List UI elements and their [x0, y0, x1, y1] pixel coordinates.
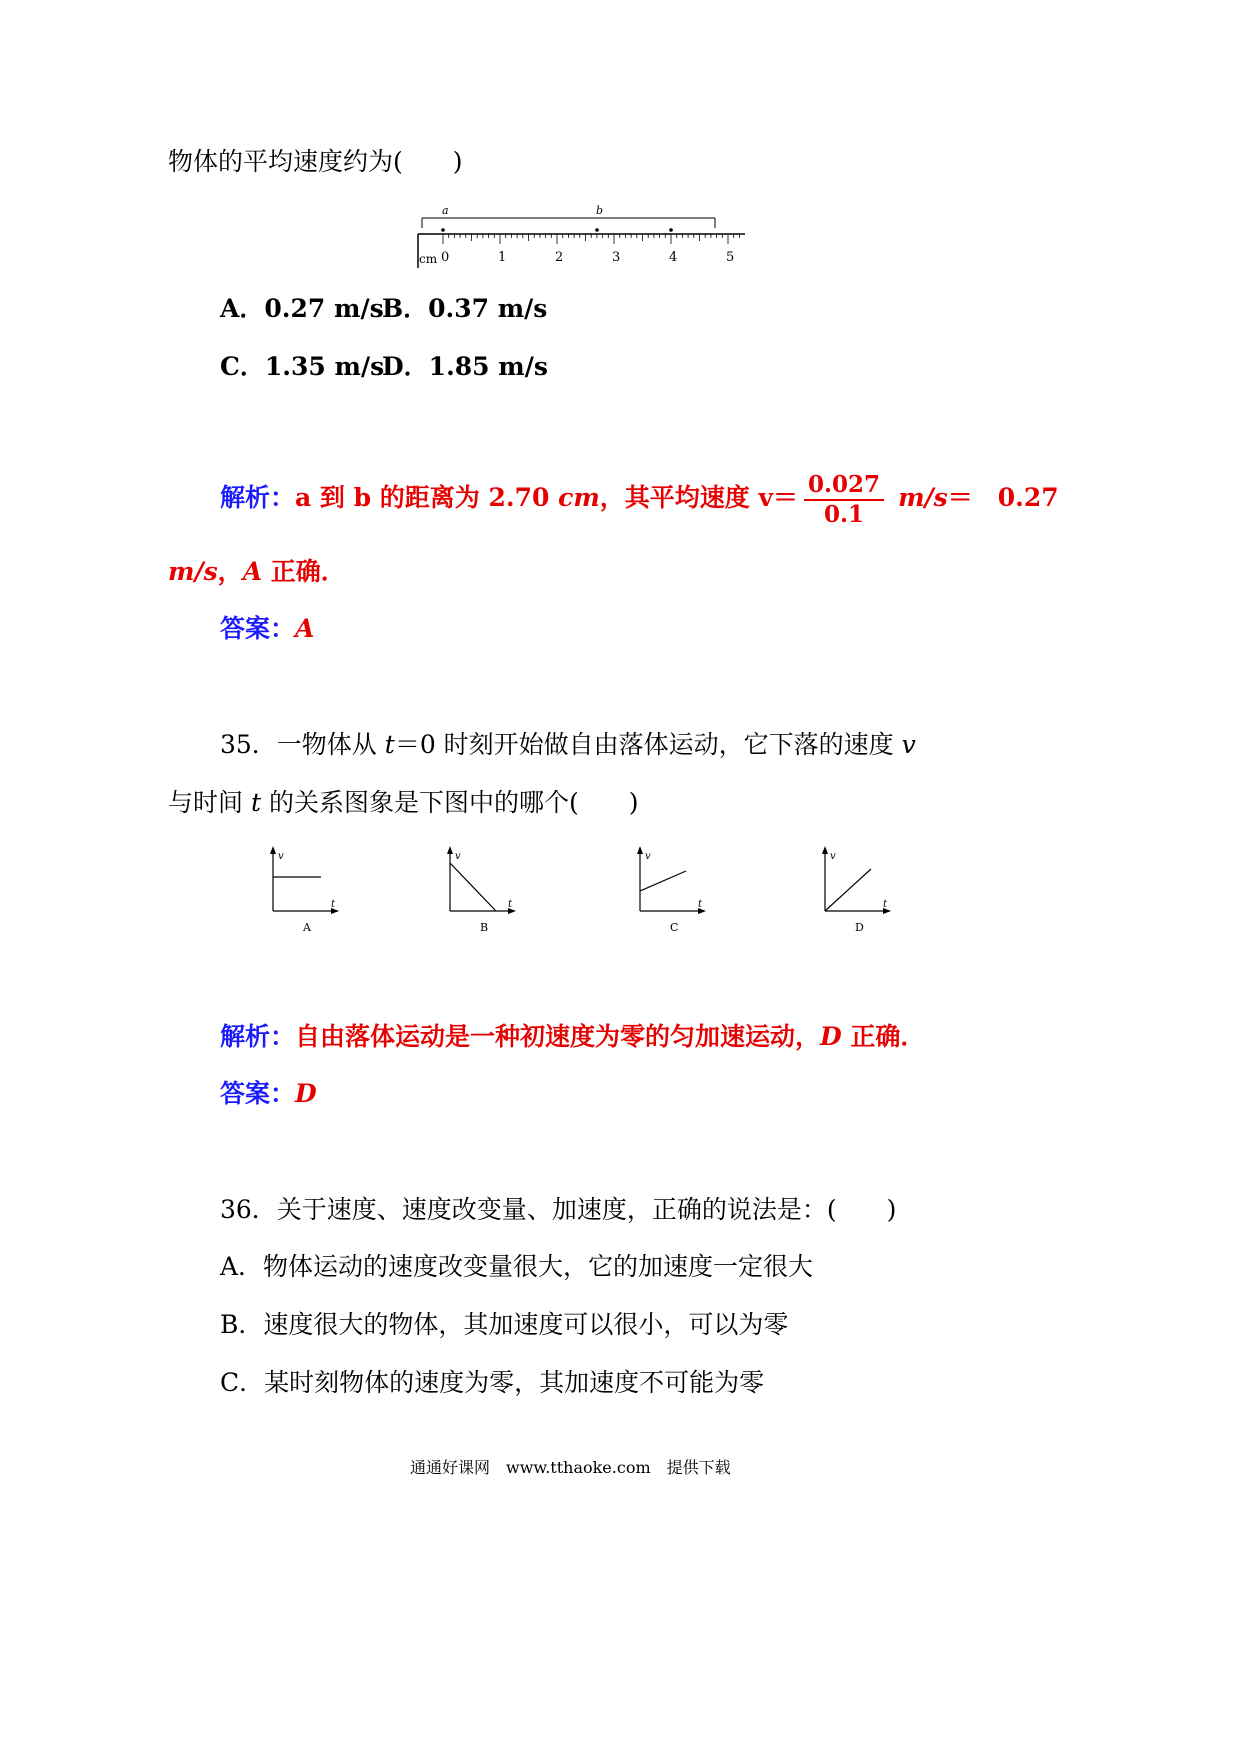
q35-stem-line1: 35．一物体从 t＝0 时刻开始做自由落体运动，它下落的速度 v: [220, 730, 916, 759]
analysis-unit: cm: [558, 483, 600, 512]
answer-value: D: [295, 1079, 317, 1108]
analysis-fraction: $\frac{0.027}{0.1}$: [804, 471, 884, 529]
ruler-ticks: [443, 234, 739, 244]
ruler-tick-0: 0: [441, 250, 450, 265]
q35-analysis: 解析：自由落体运动是一种初速度为零的匀加速运动，D 正确．: [220, 1022, 926, 1051]
answer-value: A: [295, 614, 315, 643]
vt-line: [450, 863, 496, 911]
q36-option-a: A．物体运动的速度改变量很大，它的加速度一定很大: [220, 1252, 814, 1281]
ruler-brace: [422, 218, 715, 228]
analysis-unit: m/s: [898, 483, 948, 512]
q34-option-b: B．0.37 m/s: [382, 294, 548, 323]
graph-label: A: [303, 921, 311, 934]
vt-graph-B: [447, 846, 516, 934]
vt-line: [825, 869, 871, 911]
ruler-tick-2: 2: [555, 250, 564, 265]
v-axis-arrow: [270, 846, 276, 854]
analysis-label: 解析：: [220, 1022, 296, 1051]
q34-analysis-line2: m/s，A 正确．: [168, 557, 346, 586]
v-axis-arrow: [822, 846, 828, 854]
graph-label: D: [855, 921, 864, 934]
dot-extra: [669, 228, 673, 232]
analysis-text: a 到 b 的距离为 2.70: [295, 483, 559, 512]
analysis-label: 解析：: [220, 483, 296, 512]
vt-graph-C: [637, 846, 706, 934]
q36-stem: 36．关于速度、速度改变量、加速度，正确的说法是：( ): [220, 1195, 897, 1224]
answer-label: 答案：: [220, 614, 296, 643]
q34-option-c: C．1.35 m/s: [220, 352, 385, 381]
q34-stem-tail: 物体的平均速度约为( ): [168, 147, 463, 176]
t-axis-label: t: [698, 899, 703, 910]
v-axis-arrow: [637, 846, 643, 854]
graphs-group: [270, 846, 891, 934]
v-axis-label: v: [645, 851, 651, 862]
dot-a: [441, 228, 445, 232]
analysis-text: ＝ 0.27: [947, 483, 1059, 512]
graph-label: C: [670, 921, 679, 934]
q36-option-b: B．速度很大的物体，其加速度可以很小，可以为零: [220, 1310, 789, 1339]
answer-label: 答案：: [220, 1079, 296, 1108]
vt-graph-D: [822, 846, 891, 934]
t-axis-label: t: [883, 899, 888, 910]
q35-stem-line2: 与时间 t 的关系图象是下图中的哪个( ): [168, 788, 639, 817]
vt-graphs-figure: [255, 843, 915, 943]
graph-label: B: [480, 921, 489, 934]
analysis-text: ，其平均速度 v＝: [599, 483, 799, 512]
ruler-figure: [410, 200, 750, 272]
ruler-tick-3: 3: [612, 250, 621, 265]
v-axis-label: v: [455, 851, 461, 862]
vt-graph-A: [270, 846, 339, 934]
ruler-tick-4: 4: [669, 250, 678, 265]
q34-option-a: A．0.27 m/s: [220, 294, 384, 323]
ruler-tick-1: 1: [498, 250, 507, 265]
q35-answer: [220, 1077, 317, 1111]
vt-line: [640, 871, 686, 891]
v-axis-label: v: [278, 851, 284, 862]
dot-b: [595, 228, 599, 232]
ruler-unit: cm: [419, 252, 438, 266]
q36-option-c: C．某时刻物体的速度为零，其加速度不可能为零: [220, 1368, 765, 1397]
q34-option-d: D．1.85 m/s: [382, 352, 548, 381]
q34-answer: [220, 612, 314, 646]
t-axis-label: t: [508, 899, 513, 910]
v-axis-arrow: [447, 846, 453, 854]
t-axis-label: t: [331, 899, 336, 910]
point-b-label: b: [596, 204, 604, 217]
page-footer: 通通好课网 www.tthaoke.com 提供下载: [410, 1458, 731, 1477]
ruler-tick-5: 5: [726, 250, 735, 265]
point-a-label: a: [442, 204, 449, 217]
v-axis-label: v: [830, 851, 836, 862]
q34-analysis: [220, 468, 1059, 529]
